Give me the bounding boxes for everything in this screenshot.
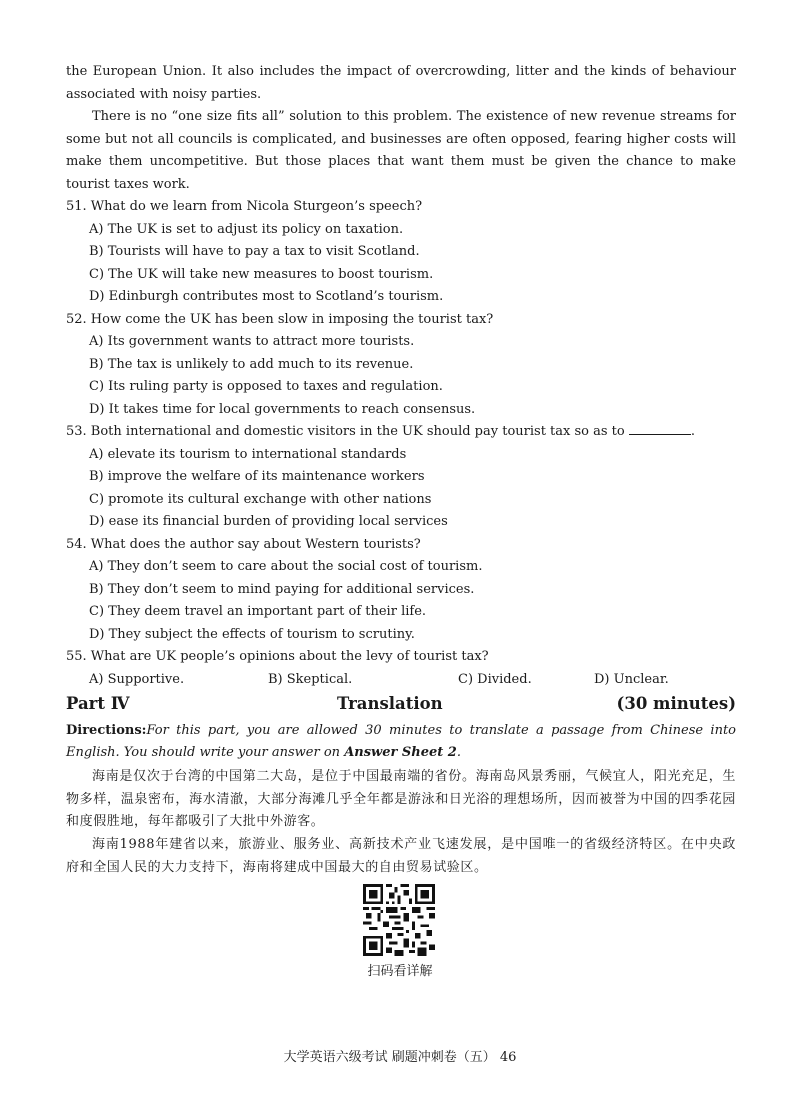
question-53-stem: 53. Both international and domestic visitors in the UK should pay tourist tax so as to bbox=[66, 424, 625, 439]
q55-option-c: C) Divided. bbox=[458, 671, 532, 687]
q52-option-c: C) Its ruling party is opposed to taxes and regulation. bbox=[89, 379, 443, 394]
q51-option-d: D) Edinburgh contributes most to Scotland’s tourism. bbox=[89, 289, 444, 304]
directions-label: Directions: bbox=[66, 723, 147, 738]
chinese-paragraph-2: 海南1988年建省以来，旅游业、服务业、高新技术产业飞速发展，是中国唯一的省级经济特区。在中央政府和全国人民的大力支持下，海南将建成中国最大的自由贸易试验区。 bbox=[66, 837, 736, 875]
part-title: Translation bbox=[337, 694, 443, 713]
q51-option-b: B) Tourists will have to pay a tax to visit Scotland. bbox=[89, 244, 420, 259]
question-53 bbox=[66, 421, 736, 444]
q53-option-a: A) elevate its tourism to international standards bbox=[89, 446, 407, 462]
q53-option-b: B) improve the welfare of its maintenance workers bbox=[89, 469, 425, 484]
q55-option-a: A) Supportive. bbox=[89, 671, 185, 687]
answer-sheet-ref: Answer Sheet 2 bbox=[344, 745, 457, 760]
passage-paragraph-1: the European Union. It also includes the impact of overcrowding, litter and the kinds of behaviour associated with noisy parties. bbox=[66, 64, 736, 102]
q54-option-a: A) They don’t seem to care about the social cost of tourism. bbox=[89, 559, 483, 574]
question-55: 55. What are UK people’s opinions about the levy of tourist tax? bbox=[66, 649, 489, 664]
q54-option-c: C) They deem travel an important part of their life. bbox=[89, 604, 427, 619]
q53-option-d: D) ease its financial burden of providing local services bbox=[89, 514, 448, 529]
q52-option-d: D) It takes time for local governments to reach consensus. bbox=[89, 401, 476, 417]
part-header bbox=[66, 694, 736, 718]
q52-option-b: B) The tax is unlikely to add much to its revenue. bbox=[89, 356, 414, 372]
chinese-paragraph-1: 海南是仅次于台湾的中国第二大岛，是位于中国最南端的省份。海南岛风景秀丽，气候宜人，阳光充足，生物多样，温泉密布，海水清澈，大部分海滩几乎全年都是游泳和日光浴的理想场所，因而被誉为中国的四季花园和度假胜地，每年都吸引了大批中外游客。 bbox=[66, 769, 736, 829]
q51-option-c: C) The UK will take new measures to boost tourism. bbox=[89, 266, 434, 282]
q55-option-b: B) Skeptical. bbox=[268, 671, 353, 687]
passage-paragraph-2: There is no “one size fits all” solution to this problem. The existence of new revenue streams for some but not all councils is complicated, and businesses are often opposed, fearing higher costs will make them uncompetitive. But those places that want them must be given the chance to make tourist taxes work. bbox=[66, 109, 736, 192]
q55-options bbox=[89, 669, 736, 692]
answer-blank bbox=[629, 422, 691, 435]
question-52: 52. How come the UK has been slow in imposing the tourist tax? bbox=[66, 311, 494, 327]
directions bbox=[66, 720, 736, 764]
question-51: 51. What do we learn from Nicola Sturgeon’s speech? bbox=[66, 199, 423, 214]
page-footer: 大学英语六级考试 刷题冲刺卷（五） 46 bbox=[283, 1050, 517, 1065]
part-time: (30 minutes) bbox=[616, 694, 736, 713]
qr-caption: 扫码看详解 bbox=[367, 964, 433, 979]
qr-code bbox=[363, 884, 435, 956]
question-53-stem-end: . bbox=[690, 424, 696, 439]
q55-option-d: D) Unclear. bbox=[594, 671, 669, 687]
question-54: 54. What does the author say about Western tourists? bbox=[66, 536, 421, 552]
directions-text-2: . bbox=[456, 745, 461, 760]
q53-option-c: C) promote its cultural exchange with other nations bbox=[89, 491, 432, 507]
q54-option-b: B) They don’t seem to mind paying for additional services. bbox=[89, 581, 475, 597]
part-label: Part Ⅳ bbox=[66, 694, 130, 713]
passage-block bbox=[66, 61, 736, 691]
q52-option-a: A) Its government wants to attract more tourists. bbox=[89, 334, 415, 349]
q54-option-d: D) They subject the effects of tourism to scrutiny. bbox=[89, 626, 415, 642]
directions-text-1: For this part, you are allowed 30 minutes to translate a passage from Chinese into English. You should write your answer on bbox=[66, 723, 736, 760]
q51-option-a: A) The UK is set to adjust its policy on taxation. bbox=[89, 221, 404, 237]
